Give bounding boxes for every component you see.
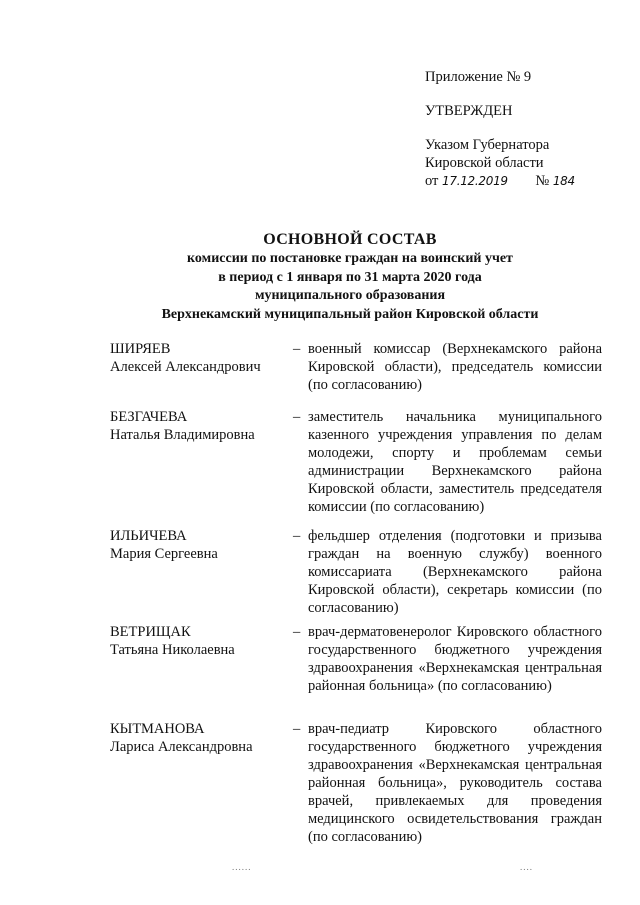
- member-surname: БЕЗГАЧЕВА: [110, 409, 188, 425]
- approval-header: [425, 68, 625, 190]
- title-line-2: в период с 1 января по 31 марта 2020 года: [218, 269, 482, 285]
- member-given-names: Алексей Александрович: [110, 359, 261, 375]
- title-line-4: Верхнекамский муниципальный район Кировской области: [161, 306, 539, 322]
- title-line-3: муниципального образования: [254, 288, 446, 303]
- member-given-names: Татьяна Николаевна: [110, 642, 235, 658]
- title-line-1: комиссии по постановке граждан на воинский учет: [187, 251, 513, 266]
- member-dash: –: [293, 341, 301, 357]
- handwritten-date: 17.12.2019: [442, 174, 508, 188]
- approved-label: УТВЕРЖДЕН: [425, 103, 513, 119]
- number-prefix: №: [535, 173, 550, 189]
- appendix-label: Приложение № 9: [425, 69, 532, 85]
- decree-line-2: Кировской области: [425, 155, 544, 171]
- date-prefix: от: [425, 173, 439, 189]
- scan-mark-right: ....: [520, 862, 533, 872]
- member-dash: –: [293, 721, 301, 737]
- member-role: врач-педиатр Кировского областного государственного бюджетного учреждения здравоохранения «Верхнекамская центральная районная больница», руководитель состава врачей, привлекаемых для проведения медицинского освидетельствования граждан (по согласованию): [308, 721, 602, 845]
- member-given-names: Мария Сергеевна: [110, 546, 218, 562]
- member-surname: ВЕТРИЩАК: [110, 624, 191, 640]
- member-surname: ШИРЯЕВ: [110, 341, 171, 357]
- member-surname: ИЛЬИЧЕВА: [110, 528, 187, 544]
- member-role: военный комиссар (Верхнекамского района Кировской области), председатель комиссии (по согласованию): [308, 341, 602, 393]
- document-title: [60, 230, 640, 324]
- member-dash: –: [293, 624, 301, 640]
- member-role: врач-дерматовенеролог Кировского областного государственного бюджетного учреждения здравоохранения «Верхнекамская центральная районная больница» (по согласованию): [308, 624, 602, 694]
- decree-line-1: Указом Губернатора: [425, 137, 550, 153]
- member-surname: КЫТМАНОВА: [110, 721, 205, 737]
- member-dash: –: [293, 409, 301, 425]
- member-role: фельдшер отделения (подготовки и призыва граждан на военную службу) военного комиссариата (Верхнекамского района Кировской области), секретарь комиссии (по согласованию): [308, 528, 602, 616]
- member-dash: –: [293, 528, 301, 544]
- handwritten-number: 184: [552, 174, 575, 188]
- member-given-names: Лариса Александровна: [110, 739, 253, 755]
- member-role: заместитель начальника муниципального казенного учреждения управления по делам молодежи, спорту и проблемам семьи администрации Верхнекамского района Кировской области, заместитель председателя комиссии (по согласованию): [308, 409, 602, 515]
- title-main: ОСНОВНОЙ СОСТАВ: [263, 231, 437, 248]
- member-given-names: Наталья Владимировна: [110, 427, 255, 443]
- decree-date-line: [425, 172, 625, 190]
- scan-mark-left: ......: [232, 862, 252, 872]
